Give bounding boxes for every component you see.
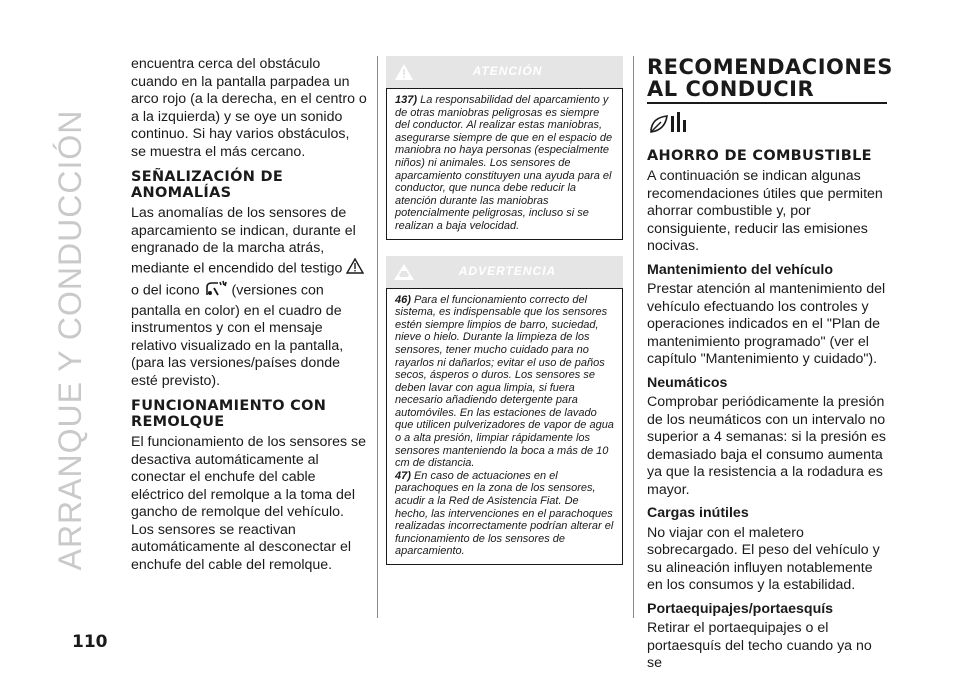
advertencia-note-text-2: En caso de actuaciones en el parachoques en la zona de los sensores, acudir a la Red de Asistencia Fiat. De hecho, las intervenciones en el parachoques realizadas incorrectamente podrían alterar el funcionamiento de los sensores de aparcamiento. (395, 469, 614, 558)
heading-anomalias: SEÑALIZACIÓN DE ANOMALÍAS (131, 169, 284, 201)
subheading-neumaticos: Neumáticos (647, 374, 728, 391)
anomalias-text-2: o del icono (131, 282, 200, 299)
eco-leaf-icon (647, 110, 890, 140)
heading-ahorro: AHORRO DE COMBUSTIBLE (647, 148, 872, 164)
page-number: 110 (72, 632, 108, 652)
cargas-paragraph: No viajar con el maletero sobrecargado. El peso del vehículo y su alineación influyen notablemente en los consumos y la estabilidad. (647, 524, 880, 593)
atencion-note (386, 88, 623, 240)
attention-triangle-icon (386, 63, 422, 81)
subheading-portaequipajes: Portaequipajes/portaesquís (647, 600, 834, 617)
mantenimiento-paragraph: Prestar atención al mantenimiento del vehículo efectuando los controles y operaciones indicados en el "Plan de mantenimiento programado" (ver el capítulo "Mantenimiento y cuidado"). (647, 281, 886, 367)
subheading-cargas: Cargas inútiles (647, 505, 749, 521)
anomalias-text-3: (versiones con pantalla en color) en el cuadro de instrumentos y con el mensaje relativo visualizado en la pantalla, (para las versiones/países donde esté previsto). (131, 282, 344, 389)
advertencia-note-number-2: 47) (395, 469, 411, 482)
column-divider-2 (633, 56, 634, 618)
heading-remolque: FUNCIONAMIENTO CON REMOLQUE (131, 398, 327, 430)
anomalias-paragraph (131, 205, 367, 390)
ahorro-paragraph: A continuación se indican algunas recomendaciones útiles que permiten ahorrar combustible y, por consiguiente, reducir las emisiones nocivas. (647, 168, 883, 254)
anomalias-text-1: Las anomalías de los sensores de aparcamiento se indican, durante el engranado de la marcha atrás, mediante el encendido del testigo (131, 205, 356, 276)
atencion-banner (386, 56, 623, 88)
advertencia-label: ADVERTENCIA (458, 263, 557, 278)
atencion-note-text: La responsabilidad del aparcamiento y de otras maniobras peligrosas es siempre del conductor. Al realizar estas maniobras, asegurarse siempre de que en el espacio de maniobra no haya personas (especialmente niños) ni animales. Los sensores de aparcamiento constituyen una ayuda para el conductor, que nunca debe reducir la atención durante las maniobras potencialmente peligrosas, incluso si se realizan a baja velocidad. (395, 94, 613, 232)
column-middle (386, 56, 623, 565)
atencion-label: ATENCIÓN (472, 64, 543, 79)
column-divider-1 (377, 56, 378, 618)
subheading-mantenimiento: Mantenimiento del vehículo (647, 261, 834, 278)
heading-recomendaciones: RECOMENDACIONES AL CONDUCIR (647, 56, 887, 104)
remolque-paragraph: El funcionamiento de los sensores se desactiva automáticamente al conectar el enchufe del cable eléctrico del remolque a la toma del gancho de remolque del vehículo. Los sensores se reactivan automáticamente al desconectar el enchufe del cable del remolque. (131, 434, 367, 573)
atencion-note-number: 137) (395, 94, 418, 106)
advertencia-note-number-1: 46) (395, 293, 411, 306)
neumaticos-paragraph: Comprobar periódicamente la presión de los neumáticos con un intervalo no superior a 4 semanas: si la presión es demasiado baja el consumo aumenta ya que la resistencia a la rodadura es mayor. (647, 394, 886, 498)
warning-triangle-icon (346, 258, 364, 280)
advertencia-note-text-1: Para el funcionamiento correcto del sistema, es indispensable que los sensores estén siempre limpios de barro, suciedad, nieve o hielo. Durante la limpieza de los sensores, tener mucho cuidado para no rayarlos ni dañarlos; evitar el uso de paños secos, ásperos o duros. Los sensores se deben lavar con agua limpia, si fuera necesario añadiendo detergente para automóviles. En las estaciones de lavado que utilicen pulverizadores de vapor de agua o a alta presión, limpiar rápidamente los sensores manteniendo la boca a más de 10 cm de distancia. (395, 293, 614, 470)
advisory-car-icon (386, 263, 422, 281)
column-left (131, 56, 367, 578)
intro-paragraph: encuentra cerca del obstáculo cuando en la pantalla parpadea un arco rojo (a la derecha, en el centro o a la izquierda) y se oye un sonido continuo. Si hay varios obstáculos, se muestra el más cercano. (131, 56, 367, 160)
chapter-side-title: ARRANQUE Y CONDUCCIÓN (52, 109, 88, 571)
column-right (647, 55, 893, 677)
advertencia-banner (386, 256, 623, 288)
portaequipajes-paragraph: Retirar el portaequipajes o el portaesquís del techo cuando ya no se (647, 620, 872, 671)
parking-sensor-fault-icon (204, 279, 228, 303)
advertencia-note (386, 288, 623, 565)
